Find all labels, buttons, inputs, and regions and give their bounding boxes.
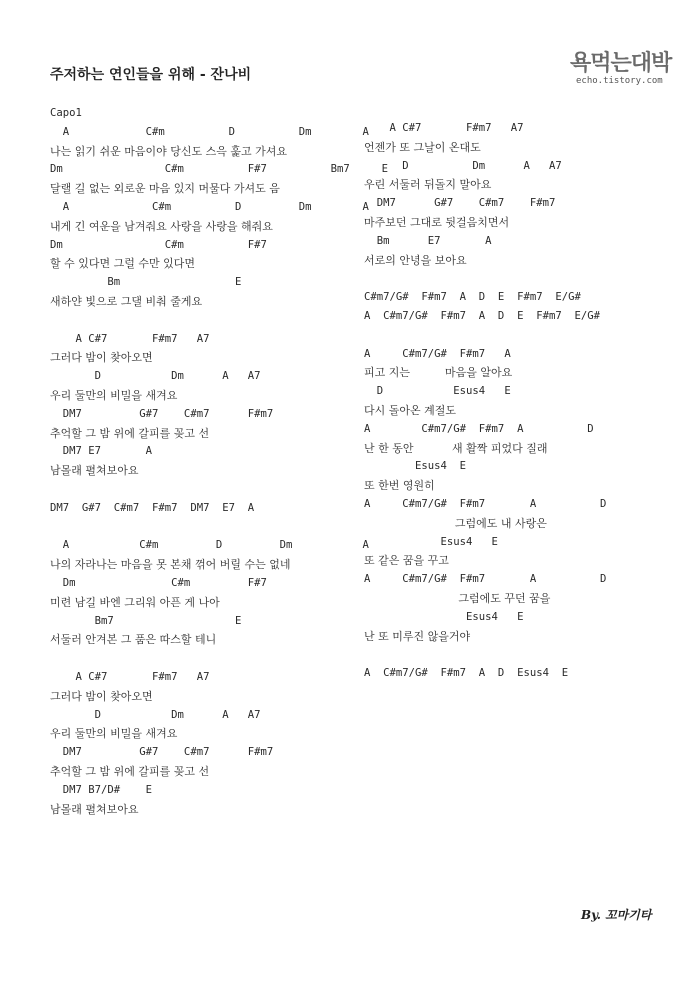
chord-line: A C#m7/G# F#m7 A D E F#m7 E/G# — [364, 310, 600, 322]
lyric-line: 남몰래 펼쳐보아요 — [50, 802, 139, 816]
chord-line: Bm E — [50, 276, 242, 289]
chord-line: A C#m D Dm A — [50, 539, 369, 552]
chord-line: Dm C#m F#7 Bm7 E — [50, 163, 389, 176]
blog-logo — [568, 46, 672, 98]
lyric-line: 피고 지는 마음을 알아요 — [364, 366, 513, 380]
lyric-line: 마주보던 그대로 뒷걸음치면서 — [364, 216, 510, 229]
lyric-line: 우리 둘만의 비밀을 새겨요 — [50, 727, 178, 741]
logo-url: echo.tistory.com — [576, 76, 663, 86]
lyric-line: 달랠 길 없는 외로운 마음 있지 머물다 가셔도 음 — [50, 182, 280, 196]
chord-line: D Dm A A7 — [50, 370, 261, 383]
chord-line: Capo1 — [50, 107, 82, 119]
lyric-line: 새하얀 빛으로 그댈 비춰 줄게요 — [50, 295, 203, 308]
lyric-line: 난 또 미루진 않을거야 — [364, 629, 471, 643]
lyric-line: 서둘러 안겨본 그 품은 따스할 테니 — [50, 633, 217, 647]
lyric-line: 또 한번 영원히 — [364, 479, 435, 493]
chord-line: Dm C#m F#7 — [50, 577, 267, 589]
lyric-line: 난 한 동안 새 활짝 피었다 질래 — [364, 441, 548, 455]
chord-line: A C#7 F#m7 A7 — [364, 122, 524, 134]
chord-line: DM7 G#7 C#m7 F#m7 — [50, 407, 274, 420]
chord-line: A C#m7/G# F#m7 A — [364, 347, 511, 360]
chord-line: Bm7 E — [50, 614, 242, 627]
chord-line: DM7 G#7 C#m7 F#m7 DM7 E7 A — [50, 501, 255, 514]
lyric-line: 남몰래 펼쳐보아요 — [50, 464, 139, 478]
lyric-line: 서로의 안녕을 보아요 — [364, 253, 467, 267]
lyric-line: 나의 자라나는 마음을 못 본채 꺾어 버릴 수는 없네 — [50, 558, 291, 572]
chord-line: A C#m7/G# F#m7 A D — [364, 422, 594, 435]
chord-line: A C#7 F#m7 A7 — [50, 671, 210, 683]
lyric-line: 할 수 있다면 그럴 수만 있다면 — [50, 257, 195, 271]
lyric-line: 그러다 밤이 찾아오면 — [50, 351, 153, 365]
chord-line: D Dm A A7 — [364, 159, 562, 172]
lyric-line: 우리 둘만의 비밀을 새겨요 — [50, 389, 178, 402]
lyric-line: 또 같은 꿈을 꾸고 — [364, 554, 449, 568]
chord-line: A C#7 F#m7 A7 — [50, 332, 210, 345]
chord-line: C#m7/G# F#m7 A D E F#m7 E/G# — [364, 291, 581, 304]
chord-line: Bm E7 A — [364, 234, 492, 247]
lyric-line: 그러다 밤이 찾아오면 — [50, 689, 153, 703]
chord-line: Esus4 E — [364, 460, 467, 473]
chord-line: A C#m D Dm A — [50, 201, 369, 213]
chord-line: DM7 G#7 C#m7 F#m7 — [50, 746, 274, 759]
chord-line: A C#m7/G# F#m7 A D — [364, 498, 607, 510]
chord-line: A C#m7/G# F#m7 A D — [364, 573, 607, 586]
chord-line: Dm C#m F#7 — [50, 238, 267, 251]
author-signature: By. 꼬마기타 — [581, 908, 652, 922]
lyric-line: 내게 긴 여운을 남겨줘요 사랑을 사랑을 해줘요 — [50, 219, 273, 233]
chord-line: D Esus4 E — [364, 385, 511, 398]
lyric-line: 그럼에도 꾸던 꿈을 — [364, 592, 551, 605]
lyric-line: 언젠가 또 그날이 온대도 — [364, 140, 481, 154]
chord-line: Esus4 E — [364, 535, 498, 548]
chord-line: Esus4 E — [364, 610, 524, 623]
chord-line: DM7 G#7 C#m7 F#m7 — [364, 197, 556, 210]
lyric-line: 그럼에도 내 사랑은 — [364, 516, 547, 530]
chord-line: A C#m D Dm A — [50, 125, 369, 138]
chord-line: DM7 E7 A — [50, 445, 153, 458]
logo-text: 욕먹는대박 — [570, 51, 672, 76]
lyric-line: 추억할 그 밤 위에 갈피를 꽂고 선 — [50, 765, 210, 778]
lyric-line: 우린 서둘러 뒤돌지 말아요 — [364, 178, 492, 192]
lyric-line: 미련 남길 바엔 그리워 아픈 게 나아 — [50, 595, 220, 609]
lyric-line: 나는 읽기 쉬운 마음이야 당신도 스윽 훑고 가셔요 — [50, 144, 287, 158]
chord-line: A C#m7/G# F#m7 A D Esus4 E — [364, 667, 569, 680]
lyric-line: 다시 돌아온 계절도 — [364, 404, 457, 417]
song-title: 주저하는 연인들을 위해 - 잔나비 — [50, 67, 252, 83]
chord-line: D Dm A A7 — [50, 708, 261, 721]
lyric-line: 추억할 그 밤 위에 갈피를 꽂고 선 — [50, 426, 210, 440]
chord-line: DM7 B7/D# E — [50, 783, 153, 796]
